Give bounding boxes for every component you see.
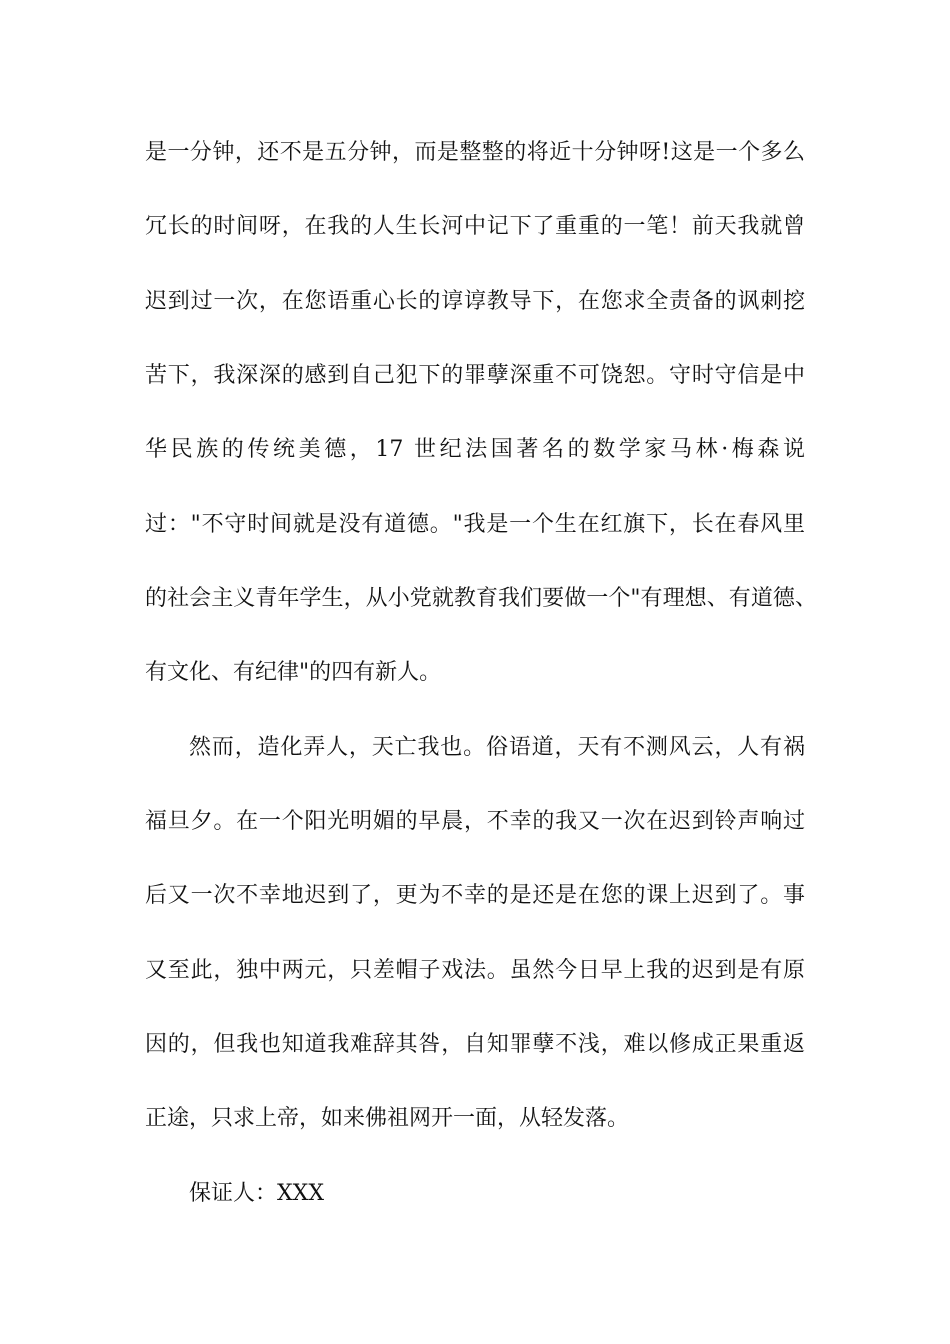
text-line: 正途，只求上帝，如来佛祖网开一面，从轻发落。 [145,1106,630,1131]
text-line: 苦下，我深深的感到自己犯下的罪孽深重不可饶恕。守时守信是中 [145,363,805,388]
text-line: 有文化、有纪律"的四有新人。 [145,660,442,685]
text-line: 然而，造化弄人，天亡我也。俗语道，天有不测风云，人有祸 [189,735,805,760]
signature-line: 保证人：XXX [189,1181,324,1206]
text-line: 后又一次不幸地迟到了，更为不幸的是还是在您的课上迟到了。事 [145,883,805,908]
text-line: 福旦夕。在一个阳光明媚的早晨，不幸的我又一次在迟到铃声响过 [145,809,805,834]
text-line: 的社会主义青年学生，从小党就教育我们要做一个"有理想、有道德、 [145,586,817,611]
text-line: 华民族的传统美德，17 世纪法国著名的数学家马林·梅森说 [145,437,805,462]
text-line: 过："不守时间就是没有道德。"我是一个生在红旗下，长在春风里 [145,512,805,537]
text-line: 因的，但我也知道我难辞其咎，自知罪孽不浅，难以修成正果重返 [145,1032,805,1057]
text-line: 冗长的时间呀，在我的人生长河中记下了重重的一笔！前天我就曾 [145,214,805,239]
text-line: 迟到过一次，在您语重心长的谆谆教导下，在您求全责备的讽刺挖 [145,289,805,314]
text-line: 又至此，独中两元，只差帽子戏法。虽然今日早上我的迟到是有原 [145,958,805,983]
text-line: 是一分钟，还不是五分钟，而是整整的将近十分钟呀!这是一个多么 [145,140,805,165]
